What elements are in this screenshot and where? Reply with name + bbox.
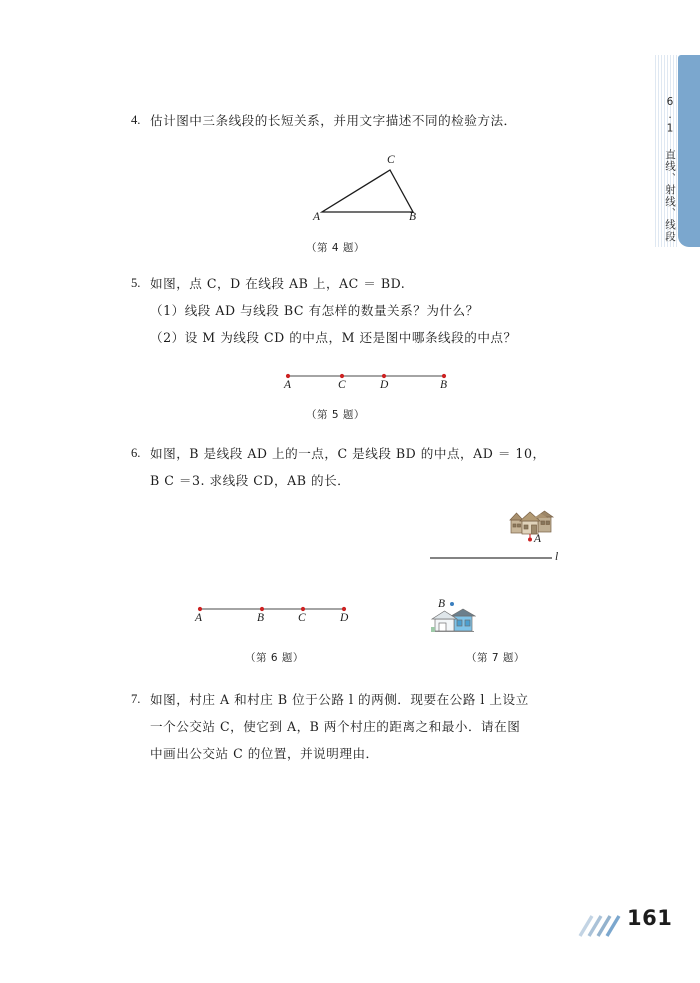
triangle-label-c: C bbox=[387, 154, 395, 166]
triangle-label-b: B bbox=[409, 211, 417, 223]
village-cluster-icon bbox=[508, 508, 556, 542]
figure-segment-q5 bbox=[280, 368, 455, 384]
question-4-number: 4. bbox=[131, 113, 141, 127]
caption-q4: （第 4 题） bbox=[306, 242, 365, 254]
triangle-label-a: A bbox=[313, 211, 321, 223]
figure-triangle-q4 bbox=[300, 155, 440, 225]
segment-q6-label-a: A bbox=[195, 612, 203, 624]
village-b-label: B bbox=[438, 598, 446, 610]
house-icon bbox=[430, 608, 476, 634]
caption-q5: （第 5 题） bbox=[306, 409, 365, 421]
question-6-line-1: 如图，B 是线段 AD 上的一点，C 是线段 BD 的中点，AD ＝ 10， bbox=[150, 446, 546, 461]
figure-segment-q6 bbox=[192, 601, 357, 617]
question-7-text bbox=[150, 686, 529, 767]
question-5-line-3: （2）设 M 为线段 CD 的中点，M 还是图中哪条线段的中点？ bbox=[150, 330, 517, 345]
caption-q7: （第 7 题） bbox=[466, 652, 525, 664]
question-6-text bbox=[150, 440, 546, 494]
segment-q6-label-b: B bbox=[257, 612, 265, 624]
chapter-tab-label: 6.1 直线、射线、线段 bbox=[664, 96, 676, 243]
segment-q6-label-c: C bbox=[298, 612, 306, 624]
question-6-line-2: B C ＝3. 求线段 CD，AB 的长． bbox=[150, 473, 351, 488]
segment-q5-label-b: B bbox=[440, 379, 448, 391]
page-number: 161 bbox=[627, 906, 673, 930]
question-7-line-2: 一个公交站 C，使它到 A，B 两个村庄的距离之和最小．请在图 bbox=[150, 719, 521, 734]
segment-q5-label-d: D bbox=[380, 379, 389, 391]
segment-q5-label-a: A bbox=[284, 379, 292, 391]
village-b-point bbox=[448, 600, 456, 608]
question-7-line-3: 中画出公交站 C 的位置，并说明理由． bbox=[150, 746, 379, 761]
question-7-number: 7. bbox=[131, 692, 141, 706]
question-5-text bbox=[150, 270, 517, 351]
road-line-label: l bbox=[555, 551, 559, 563]
figure-road-line bbox=[428, 552, 558, 564]
question-4-text bbox=[150, 107, 517, 134]
segment-q5-label-c: C bbox=[338, 379, 346, 391]
chapter-tab bbox=[678, 55, 700, 247]
question-7-line-1: 如图，村庄 A 和村庄 B 位于公路 l 的两侧．现要在公路 l 上设立 bbox=[150, 692, 529, 707]
question-6-number: 6. bbox=[131, 446, 141, 460]
segment-q6-label-d: D bbox=[340, 612, 349, 624]
folio-decoration bbox=[578, 913, 622, 939]
caption-q6: （第 6 题） bbox=[245, 652, 304, 664]
question-5-line-2: （1）线段 AD 与线段 BC 有怎样的数量关系？为什么？ bbox=[150, 303, 479, 318]
question-5-line-1: 如图，点 C，D 在线段 AB 上，AC ＝ BD. bbox=[150, 276, 406, 291]
question-4-line-1: 估计图中三条线段的长短关系，并用文字描述不同的检验方法． bbox=[150, 113, 517, 128]
village-a-label: A bbox=[534, 533, 542, 545]
question-5-number: 5. bbox=[131, 276, 141, 290]
